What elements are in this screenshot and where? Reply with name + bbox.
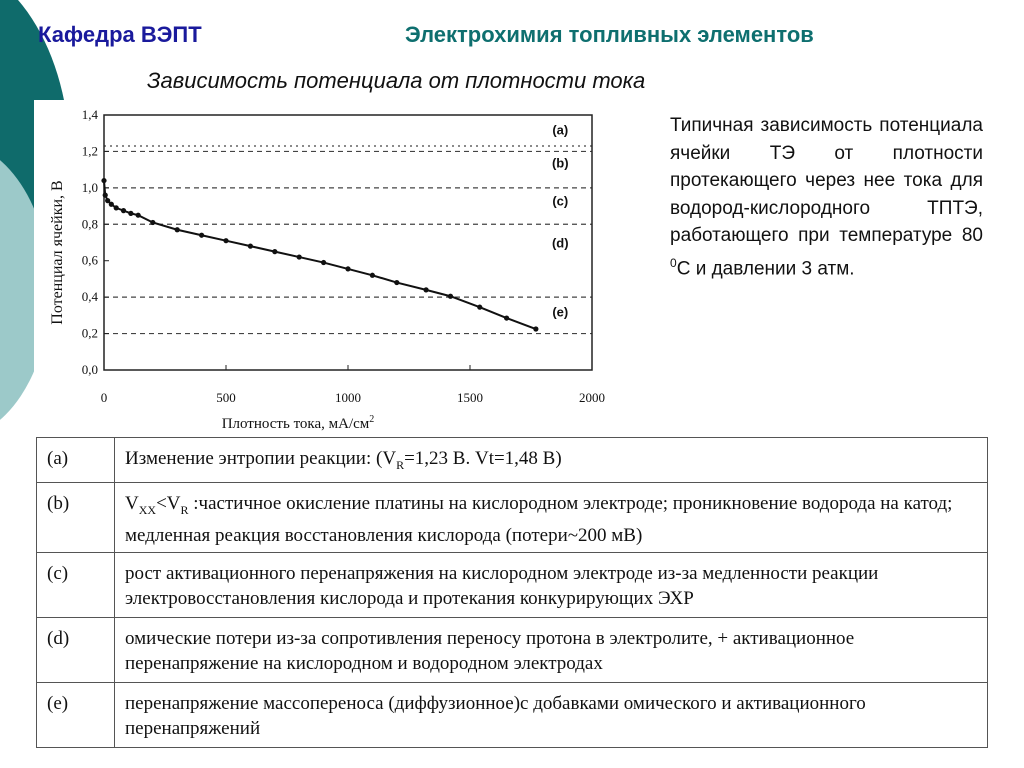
y-tick-label-2: 0,4 [81,289,98,305]
data-point-0-6 [128,211,133,216]
data-point-0-8 [150,220,155,225]
row-label: (a) [37,438,115,483]
y-tick-label-7: 1,4 [81,107,98,122]
region-labels [552,123,569,320]
data-point-0-9 [175,227,180,232]
region-label-1: (b) [551,155,569,171]
region-label-4: (e) [552,304,569,320]
row-description: омические потери из-за сопротивления переносу протона в электролите, + активационное перенапряжение на кислородном и водородном электродах [115,617,988,682]
data-point-0-17 [370,273,375,278]
table-row [37,617,988,682]
x-axis-label [222,414,375,432]
department-title: Кафедра ВЭПТ [38,22,202,47]
course-title: Электрохимия топливных элементов [405,22,814,47]
data-point-0-18 [394,280,399,285]
row-label: (b) [37,483,115,553]
y-axis-ticks [82,107,109,377]
y-tick-label-1: 0,2 [81,325,98,341]
x-tick-label-2: 1000 [335,390,361,405]
region-label-0: (a) [552,122,569,138]
data-point-0-23 [533,326,538,331]
description-superscript: 0 [670,255,677,270]
plot-frame [104,115,592,370]
y-tick-label-6: 1,2 [81,143,98,159]
y-tick-label-0: 0,0 [81,362,98,377]
table-row [37,438,988,483]
row-description: рост активационного перенапряжения на кислородном электроде из-за медленности реакции электровосстановления кислорода и протекания конкурирующих ЭХР [115,552,988,617]
x-axis-label-text: Плотность тока, мА/см [221,416,370,432]
y-tick-label-3: 0,6 [81,252,98,268]
slide-subtitle: Зависимость потенциала от плотности тока [147,68,646,93]
table-row [37,682,988,747]
x-tick-label-3: 1500 [457,390,483,405]
description-text-1: Типичная зависимость потенциала ячейки ТЭ от плотности протекающего через нее тока для водород-кислородного ТПТЭ, работающего при температуре 80 [670,115,983,246]
reference-lines [104,146,592,334]
data-point-0-21 [477,305,482,310]
regions-table [36,437,988,748]
data-point-0-11 [223,238,228,243]
row-description: перенапряжение массопереноса (диффузионное)с добавками омического и активационного перенапряжений [115,682,988,747]
data-point-0-14 [297,254,302,259]
data-point-0-13 [272,249,277,254]
region-label-2: (c) [552,193,569,209]
row-description: Изменение энтропии реакции: ($V_R=1,23$ В. Vt=1,48 В) [115,438,988,483]
data-point-0-16 [345,266,350,271]
data-point-0-3 [109,202,114,207]
y-tick-label-5: 1,0 [81,179,98,195]
data-point-0-1 [103,193,108,198]
x-tick-label-4: 2000 [579,390,605,405]
data-point-0-7 [136,213,141,218]
row-label: (c) [37,552,115,617]
x-tick-label-1: 500 [216,390,236,405]
row-label: (d) [37,617,115,682]
data-point-0-20 [448,294,453,299]
region-label-3: (d) [551,235,569,251]
data-point-0-5 [121,208,126,213]
description-text-2: С и давлении 3 атм. [676,257,855,279]
row-description: $V_{XX}<V_R$ :частичное окисление платины на кислородном электроде; проникновение водорода на катод; медленная реакция восстановления кислорода (потери~200 мВ) [115,483,988,553]
table-row [37,483,988,553]
data-point-0-4 [114,205,119,210]
table-row [37,552,988,617]
row-label: (e) [37,682,115,747]
series-group [101,178,538,332]
data-point-0-0 [101,178,106,183]
x-axis-ticks [101,365,605,405]
x-tick-label-0: 0 [100,390,108,405]
y-axis-label: Потенциал ячейки, В [49,180,66,325]
data-point-0-10 [199,233,204,238]
y-tick-label-4: 0,8 [81,216,98,232]
data-point-0-15 [321,260,326,265]
data-point-0-12 [248,244,253,249]
series-line-0 [104,181,536,329]
x-axis-label-sup: 2 [369,414,375,425]
data-point-0-22 [504,315,509,320]
data-point-0-19 [423,287,428,292]
